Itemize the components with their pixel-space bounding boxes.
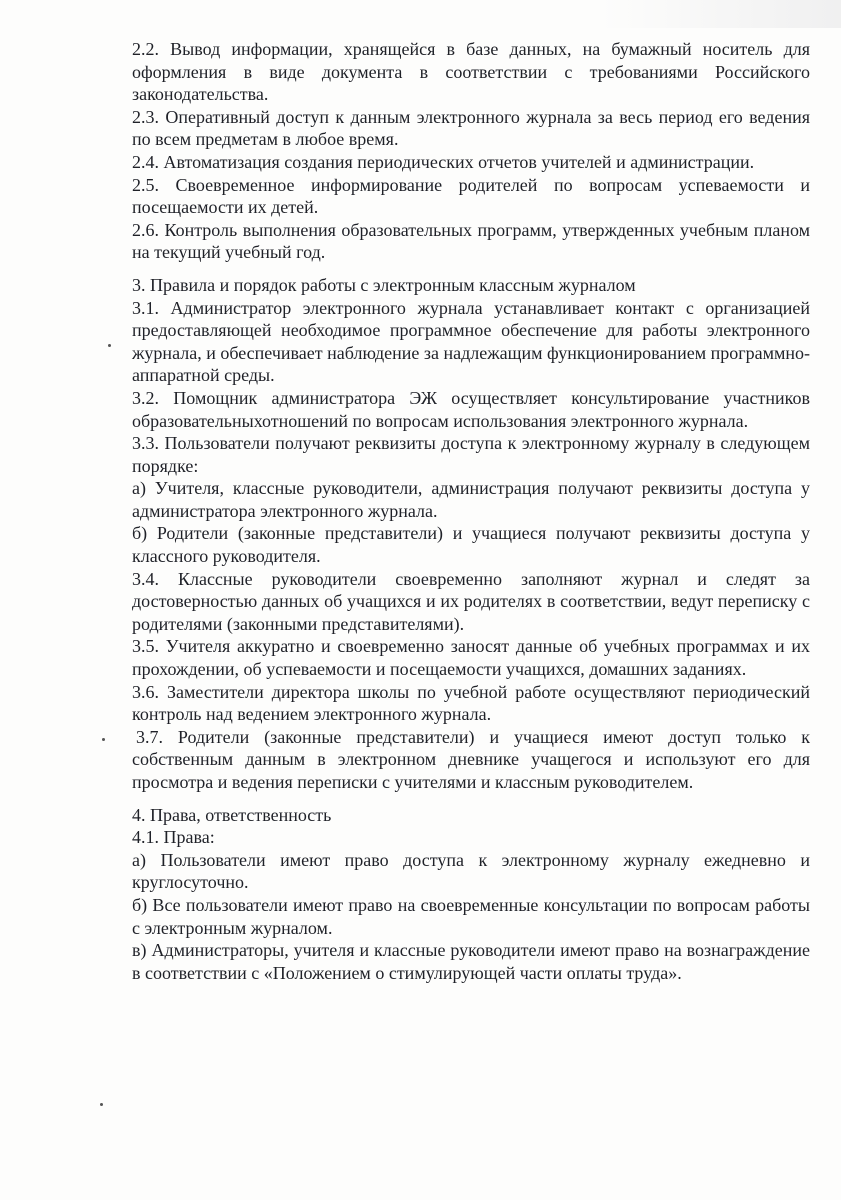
paragraph-2-6: 2.6. Контроль выполнения образовательных программ, утвержденных учебным планом на текущий учебный год. — [132, 219, 810, 263]
paragraph-3-3: 3.3. Пользователи получают реквизиты доступа к электронному журналу в следующем порядке: — [132, 433, 810, 476]
paragraph-3-3-a: а) Учителя, классные руководители, администрация получают реквизиты доступа у администратора электронного журнала. — [132, 478, 810, 521]
scan-shadow — [601, 0, 841, 28]
paragraph-3-6: 3.6. Заместители директора школы по учебной работе осуществляют периодический контроль над ведением электронного журнала. — [132, 681, 810, 725]
section-3-heading: 3. Правила и порядок работы с электронным классным журналом — [132, 274, 636, 295]
paragraph-3-2: 3.2. Помощник администратора ЭЖ осуществляет консультирование участников образовательныхотношений по вопросам использования электронного журнала. — [132, 387, 810, 431]
paragraph-3-1: 3.1. Администратор электронного журнала устанавливает контакт с организацией предоставляющей необходимое программное обеспечение для работы электронного журнала, и обеспечивает наблюдение за надлежащим функционированием программно-аппаратной среды. — [132, 297, 810, 386]
paragraph-4-1: 4.1. Права: — [132, 827, 215, 848]
paragraph-2-5: 2.5. Своевременное информирование родителей по вопросам успеваемости и посещаемости их детей. — [132, 174, 810, 218]
paragraph-3-5: 3.5. Учителя аккуратно и своевременно заносят данные об учебных программах и их прохождении, об успеваемости и посещаемости учащихся, домашних заданиях. — [132, 636, 810, 680]
paragraph-2-3: 2.3. Оперативный доступ к данным электронного журнала за весь период его ведения по всем предметам в любое время. — [132, 106, 810, 150]
paragraph-3-7: 3.7. Родители (законные представители) и учащиеся имеют доступ только к собственным данным в электронном дневнике учащегося и используют его для просмотра и ведения переписки с учителями и классным руководителем. — [132, 726, 810, 792]
scan-speck — [108, 344, 111, 347]
section-4-heading: 4. Права, ответственность — [132, 804, 332, 825]
paragraph-2-4: 2.4. Автоматизация создания периодических отчетов учителей и администрации. — [132, 151, 755, 172]
paragraph-4-1-b: б) Все пользователи имеют право на своевременные консультации по вопросам работы с электронным журналом. — [132, 894, 810, 938]
paragraph-4-1-a: а) Пользователи имеют право доступа к электронному журналу ежедневно и круглосуточно. — [132, 849, 810, 893]
paragraph-3-4: 3.4. Классные руководители своевременно заполняют журнал и следят за достоверностью данных об учащихся и их родителях в соответствии, ведут переписку с родителями (законными представителями). — [132, 568, 810, 634]
document-body — [132, 38, 810, 984]
scan-speck — [100, 1103, 103, 1106]
scan-speck — [102, 738, 105, 741]
paragraph-3-3-b: б) Родители (законные представители) и учащиеся получают реквизиты доступа у классного руководителя. — [132, 523, 810, 567]
paragraph-2-2: 2.2. Вывод информации, хранящейся в базе данных, на бумажный носитель для оформления в виде документа в соответствии с требованиями Российского законодательства. — [132, 39, 810, 105]
paragraph-4-1-c: в) Администраторы, учителя и классные руководители имеют право на вознаграждение в соответствии с «Положением о стимулирующей части оплаты труда». — [132, 940, 810, 983]
